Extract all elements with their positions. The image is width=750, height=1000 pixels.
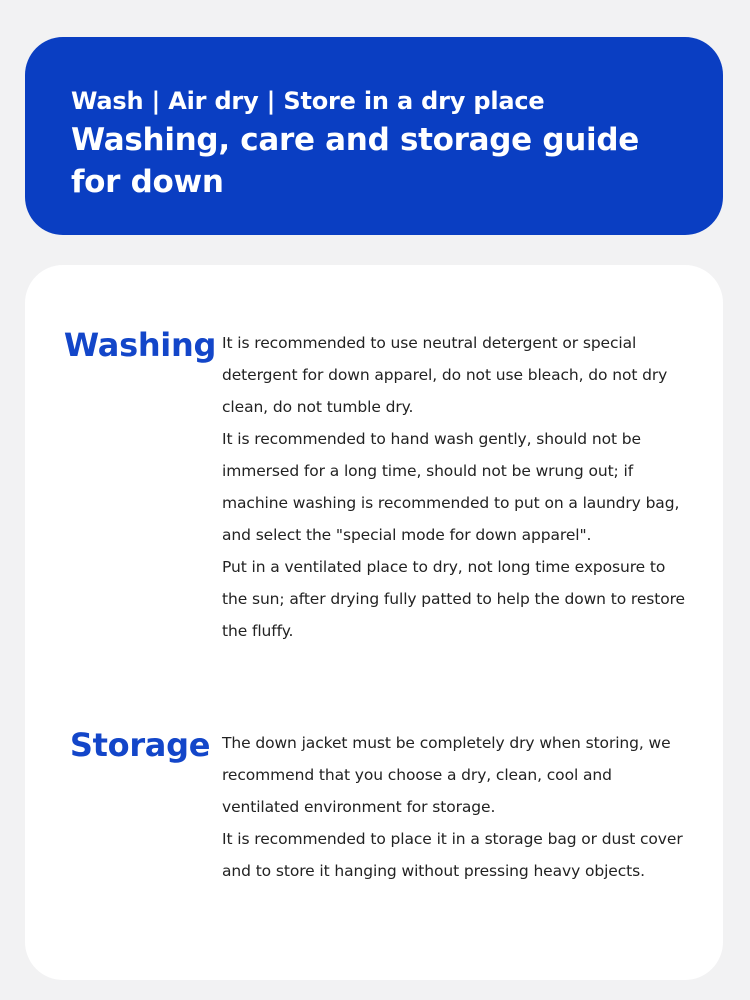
header-subtitle: Wash | Air dry | Store in a dry place	[71, 87, 545, 115]
washing-paragraph: It is recommended to use neutral detergent or special detergent for down apparel, do not use bleach, do not dry clean, do not tumble dry.	[222, 334, 668, 416]
storage-body	[222, 727, 692, 887]
washing-heading: Washing	[63, 326, 217, 364]
washing-body	[222, 327, 692, 647]
storage-paragraph: The down jacket must be completely dry when storing, we recommend that you choose a dry, clean, cool and ventilated environment for storage.	[222, 734, 671, 816]
washing-paragraph: Put in a ventilated place to dry, not long time exposure to the sun; after drying fully patted to help the down to restore the fluffy.	[222, 558, 685, 640]
guide-content-card	[25, 265, 723, 980]
storage-paragraph: It is recommended to place it in a storage bag or dust cover and to store it hanging without pressing heavy objects.	[222, 830, 683, 880]
washing-paragraph: It is recommended to hand wash gently, should not be immersed for a long time, should not be wrung out; if machine washing is recommended to put on a laundry bag, and select the "special mode for down apparel".	[222, 430, 680, 544]
header-banner	[25, 37, 723, 235]
storage-heading: Storage	[69, 726, 211, 764]
page-title: Washing, care and storage guide for down	[71, 122, 639, 200]
